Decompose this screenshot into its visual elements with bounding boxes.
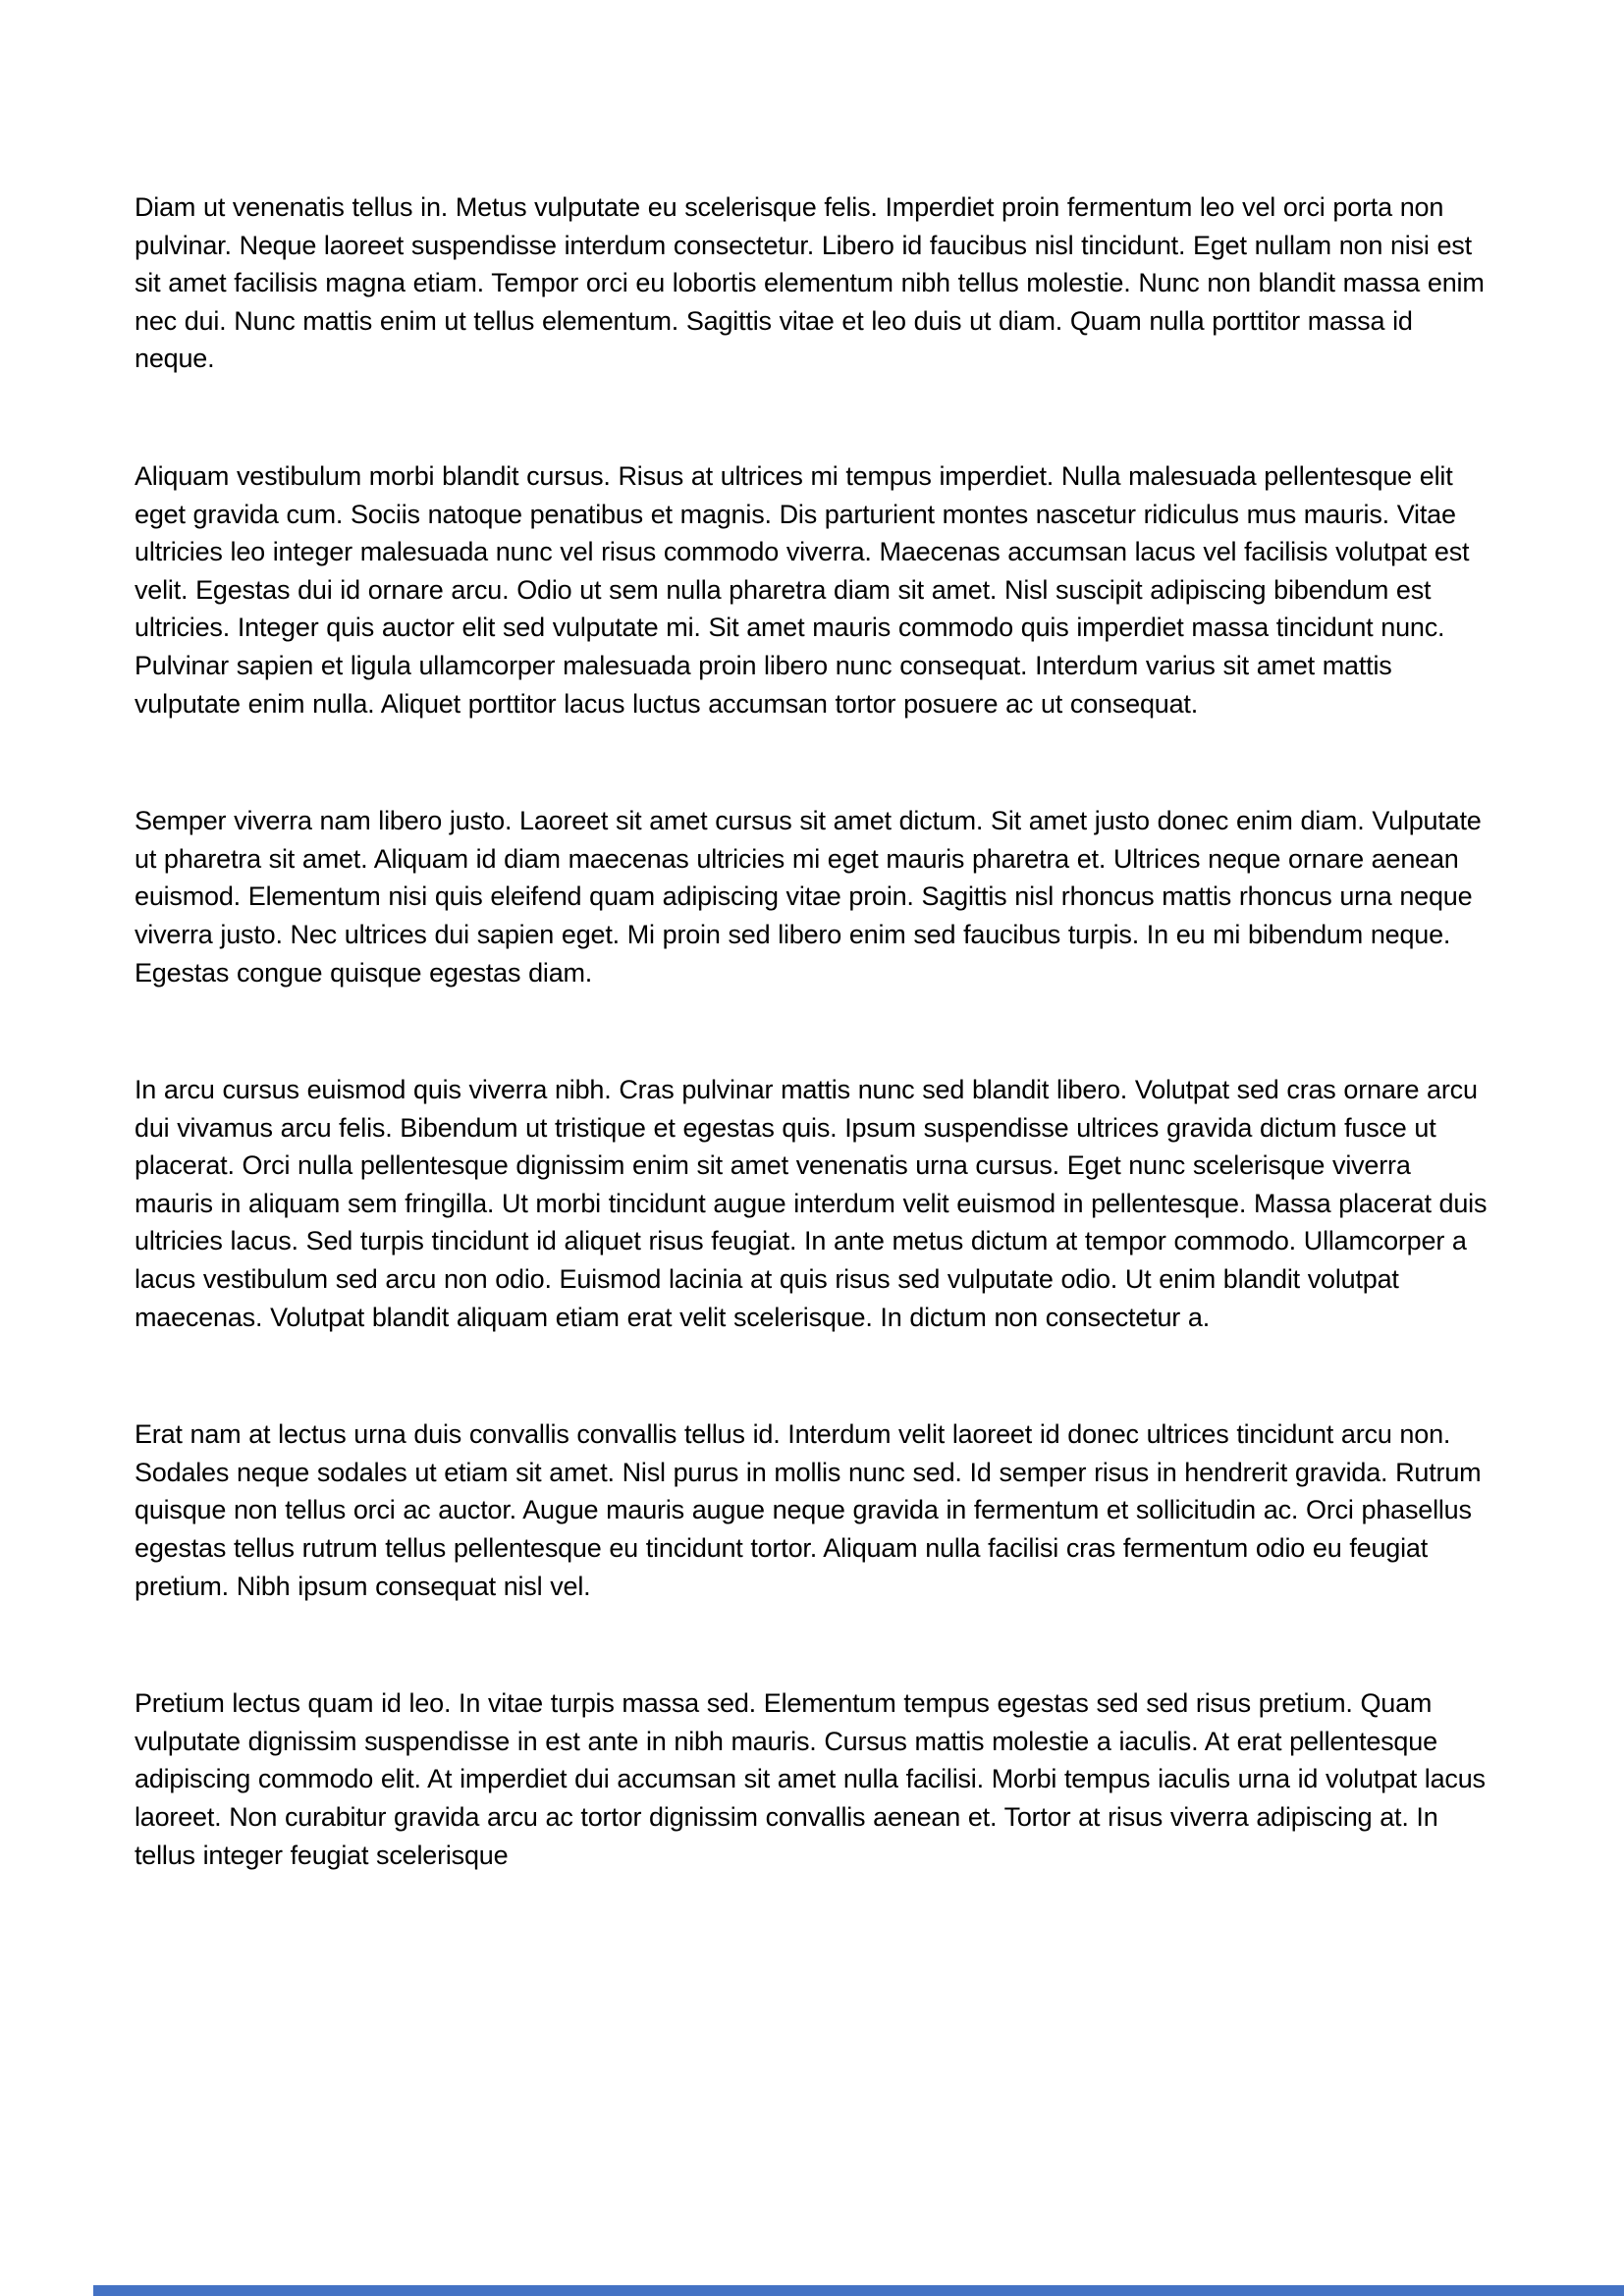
paragraph: Erat nam at lectus urna duis convallis convallis tellus id. Interdum velit laoreet id donec ultrices tincidunt arcu non. Sodales neque sodales ut etiam sit amet. Nisl purus in mollis nunc sed. Id semper risus in hendrerit gravida. Rutrum quisque non tellus orci ac auctor. Augue mauris augue neque gravida in fermentum et sollicitudin ac. Orci phasellus egestas tellus rutrum tellus pellentesque eu tincidunt tortor. Aliquam nulla facilisi cras fermentum odio eu feugiat pretium. Nibh ipsum consequat nisl vel. — [135, 1419, 1482, 1601]
paragraph: Semper viverra nam libero justo. Laoreet sit amet cursus sit amet dictum. Sit amet justo donec enim diam. Vulputate ut pharetra sit amet. Aliquam id diam maecenas ultricies mi eget mauris pharetra et. Ultrices neque ornare aenean euismod. Elementum nisi quis eleifend quam adipiscing vitae proin. Sagittis nisl rhoncus mattis rhoncus urna neque viverra justo. Nec ultrices dui sapien eget. Mi proin sed libero enim sed faucibus turpis. In eu mi bibendum neque. Egestas congue quisque egestas diam. — [135, 806, 1482, 988]
paragraph: In arcu cursus euismod quis viverra nibh. Cras pulvinar mattis nunc sed blandit libero. Volutpat sed cras ornare arcu dui vivamus arcu felis. Bibendum ut tristique et egestas quis. Ipsum suspendisse ultrices gravida dictum fusce ut placerat. Orci nulla pellentesque dignissim enim sit amet venenatis urna cursus. Eget nunc scelerisque viverra mauris in aliquam sem fringilla. Ut morbi tincidunt augue interdum velit euismod in pellentesque. Massa placerat duis ultricies lacus. Sed turpis tincidunt id aliquet risus feugiat. In ante metus dictum at tempor commodo. Ullamcorper a lacus vestibulum sed arcu non odio. Euismod lacinia at quis risus sed vulputate odio. Ut enim blandit volutpat maecenas. Volutpat blandit aliquam etiam erat velit scelerisque. In dictum non consectetur a. — [135, 1075, 1488, 1332]
paragraph: Aliquam vestibulum morbi blandit cursus. Risus at ultrices mi tempus imperdiet. Nulla malesuada pellentesque elit eget gravida cum. Sociis natoque penatibus et magnis. Dis parturient montes nascetur ridiculus mus mauris. Vitae ultricies leo integer malesuada nunc vel risus commodo viverra. Maecenas accumsan lacus vel facilisis volutpat est velit. Egestas dui id ornare arcu. Odio ut sem nulla pharetra diam sit amet. Nisl suscipit adipiscing bibendum est ultricies. Integer quis auctor elit sed vulputate mi. Sit amet mauris commodo quis imperdiet massa tincidunt nunc. Pulvinar sapien et ligula ullamcorper malesuada proin libero nunc consequat. Interdum varius sit amet mattis vulputate enim nulla. Aliquet porttitor lacus luctus accumsan tortor posuere ac ut consequat. — [135, 460, 1470, 719]
bottom-accent-bar — [93, 2285, 1624, 2296]
paragraph: Diam ut venenatis tellus in. Metus vulputate eu scelerisque felis. Imperdiet proin fermentum leo vel orci porta non pulvinar. Neque laoreet suspendisse interdum consectetur. Libero id faucibus nisl tincidunt. Eget nullam non nisi est sit amet facilisis magna etiam. Tempor orci eu lobortis elementum nibh tellus molestie. Nunc non blandit massa enim nec dui. Nunc mattis enim ut tellus elementum. Sagittis vitae et leo duis ut diam. Quam nulla porttitor massa id neque. — [135, 192, 1485, 374]
paragraph: Pretium lectus quam id leo. In vitae turpis massa sed. Elementum tempus egestas sed sed risus pretium. Quam vulputate dignissim suspendisse in est ante in nibh mauris. Cursus mattis molestie a iaculis. At erat pellentesque adipiscing commodo elit. At imperdiet dui accumsan sit amet nulla facilisi. Morbi tempus iaculis urna id volutpat lacus laoreet. Non curabitur gravida arcu ac tortor dignissim convallis aenean et. Tortor at risus viverra adipiscing at. In tellus integer feugiat scelerisque — [135, 1688, 1486, 1870]
